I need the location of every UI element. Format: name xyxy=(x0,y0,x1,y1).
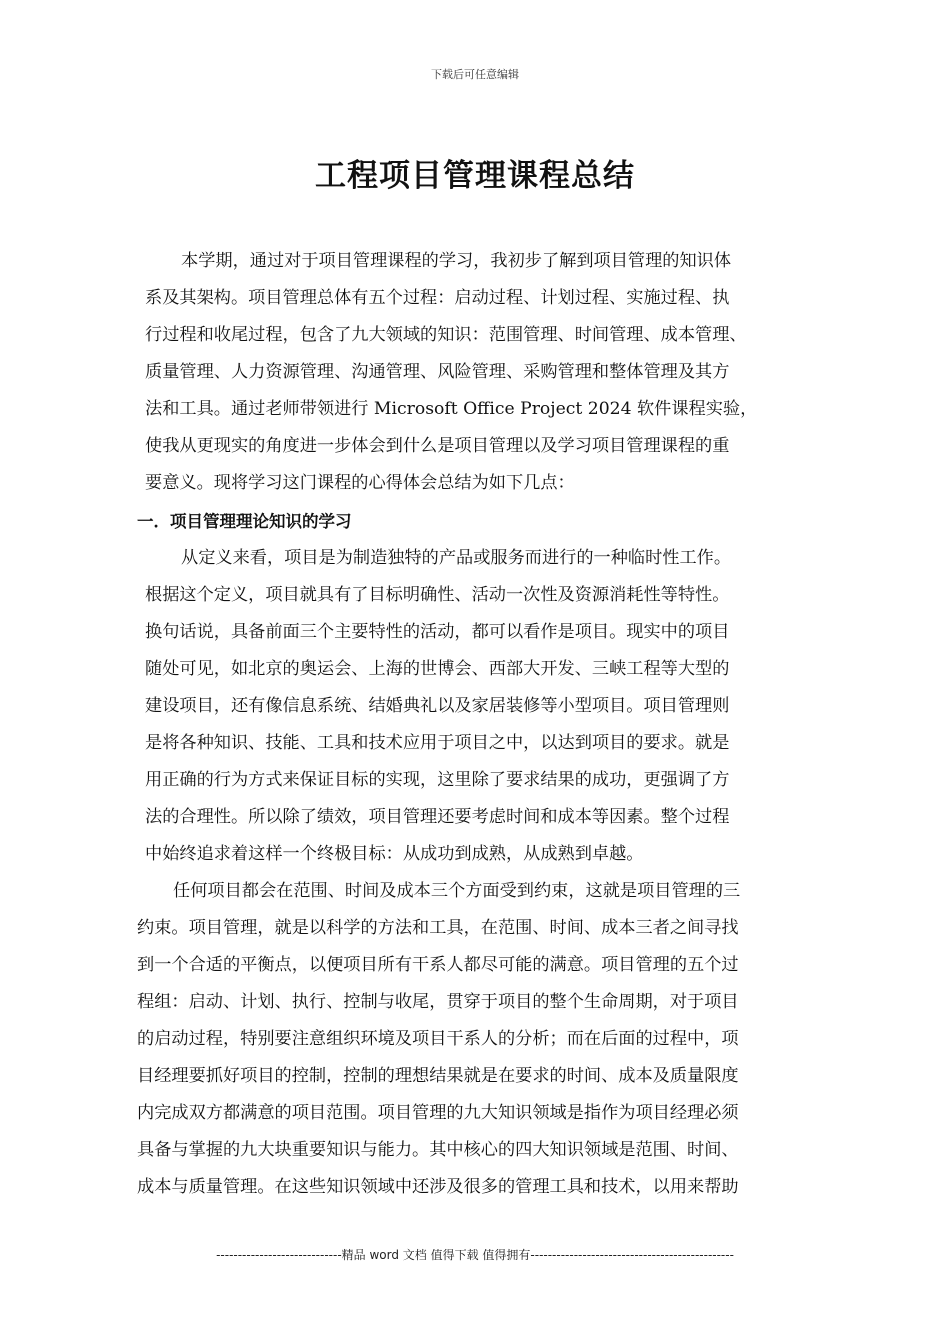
paragraph-line: 的启动过程，特别要注意组织环境及项目干系人的分析；而在后面的过程中，项 xyxy=(137,1029,739,1049)
paragraph-definition xyxy=(145,540,731,873)
paragraph-line: 建设项目，还有像信息系统、结婚典礼以及家居装修等小型项目。项目管理则 xyxy=(145,696,730,716)
page-header: 下载后可任意编辑 xyxy=(431,68,519,81)
paragraph-line: 用正确的行为方式来保证目标的实现，这里除了要求结果的成功，更强调了方 xyxy=(145,770,730,790)
paragraph-line: 使我从更现实的角度进一步体会到什么是项目管理以及学习项目管理课程的重 xyxy=(145,436,730,456)
paragraph-line: 质量管理、人力资源管理、沟通管理、风险管理、采购管理和整体管理及其方 xyxy=(145,362,730,382)
paragraph-line: 具备与掌握的九大块重要知识与能力。其中核心的四大知识领域是范围、时间、 xyxy=(137,1140,739,1160)
paragraph-line: 换句话说，具备前面三个主要特性的活动，都可以看作是项目。现实中的项目 xyxy=(145,622,730,642)
document-title: 工程项目管理课程总结 xyxy=(315,158,635,194)
paragraph-line: 要意义。现将学习这门课程的心得体会总结为如下几点： xyxy=(145,473,575,493)
paragraph-line: 法的合理性。所以除了绩效，项目管理还要考虑时间和成本等因素。整个过程 xyxy=(145,807,730,827)
paragraph-line: 行过程和收尾过程，包含了九大领域的知识：范围管理、时间管理、成本管理、 xyxy=(145,325,747,345)
paragraph-line: 成本与质量管理。在这些知识领域中还涉及很多的管理工具和技术，以用来帮助 xyxy=(137,1177,739,1197)
paragraph-line: 内完成双方都满意的项目范围。项目管理的九大知识领域是指作为项目经理必须 xyxy=(137,1103,739,1123)
paragraph-line: 到一个合适的平衡点，以便项目所有干系人都尽可能的满意。项目管理的五个过 xyxy=(137,955,739,975)
paragraph-line: 中始终追求着这样一个终极目标：从成功到成熟，从成熟到卓越。 xyxy=(145,844,644,864)
paragraph-line: 程组：启动、计划、执行、控制与收尾，贯穿于项目的整个生命周期，对于项目 xyxy=(137,992,739,1012)
page-footer: -----------------------------精品 word 文档 值得下载 值得拥有----------------------------------------------- xyxy=(216,1248,734,1262)
paragraph-line: 随处可见，如北京的奥运会、上海的世博会、西部大开发、三峡工程等大型的 xyxy=(145,659,730,679)
paragraph-line: 法和工具。通过老师带领进行 Microsoft Office Project 2024 软件课程实验， xyxy=(145,399,758,419)
paragraph-line: 是将各种知识、技能、工具和技术应用于项目之中，以达到项目的要求。就是 xyxy=(145,733,730,753)
paragraph-line: 目经理要抓好项目的控制，控制的理想结果就是在要求的时间、成本及质量限度 xyxy=(137,1066,739,1086)
paragraph-constraints xyxy=(137,873,740,1206)
paragraph-intro xyxy=(145,243,757,502)
paragraph-line: 根据这个定义，项目就具有了目标明确性、活动一次性及资源消耗性等特性。 xyxy=(145,585,730,605)
paragraph-line: 约束。项目管理，就是以科学的方法和工具，在范围、时间、成本三者之间寻找 xyxy=(137,918,739,938)
paragraph-line: 从定义来看，项目是为制造独特的产品或服务而进行的一种临时性工作。 xyxy=(181,548,732,568)
section-heading: 一．项目管理理论知识的学习 xyxy=(137,512,352,531)
paragraph-line: 本学期，通过对于项目管理课程的学习，我初步了解到项目管理的知识体 xyxy=(181,251,732,271)
paragraph-line: 任何项目都会在范围、时间及成本三个方面受到约束，这就是项目管理的三 xyxy=(173,881,741,901)
paragraph-line: 系及其架构。项目管理总体有五个过程：启动过程、计划过程、实施过程、执 xyxy=(145,288,730,308)
